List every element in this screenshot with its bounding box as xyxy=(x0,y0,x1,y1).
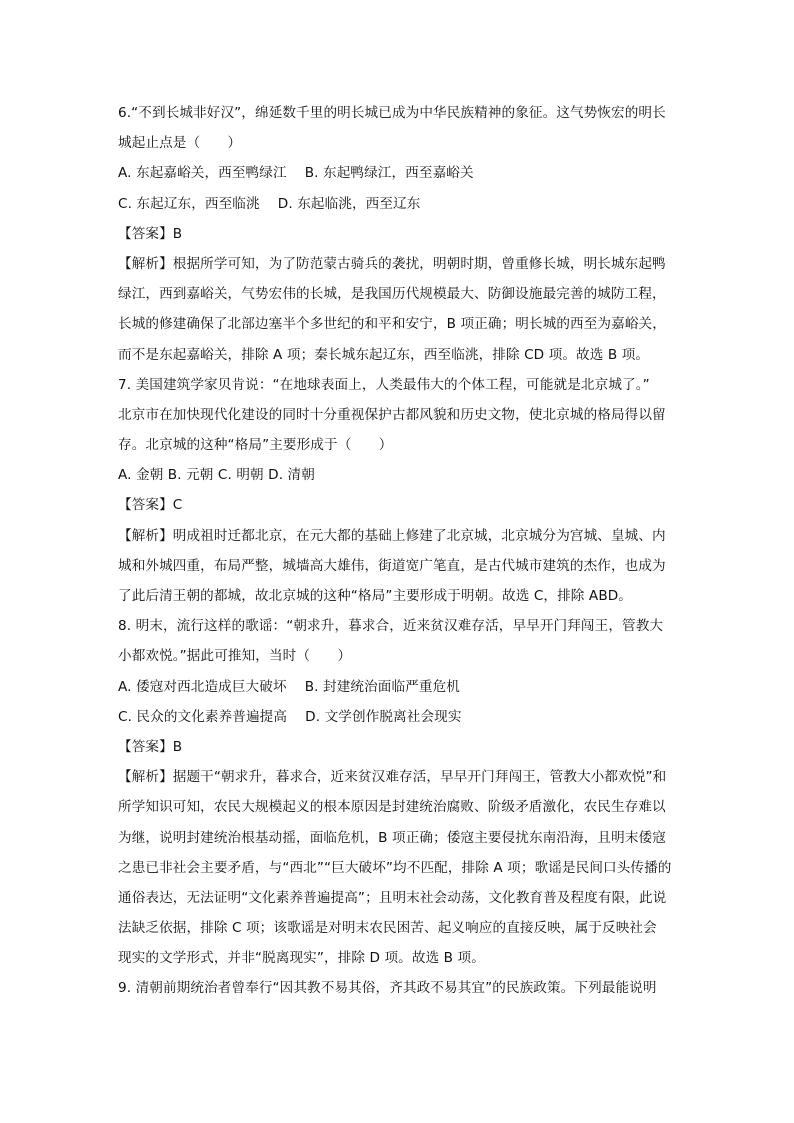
question-8-analysis-line-5: 通俗表达，无法证明“文化素养普遍提高”；且明末社会动荡，文化教育普及程度有限，此说 xyxy=(118,889,667,906)
question-8-stem-line-1: 8. 明末，流行这样的歌谣：“朝求升，暮求合，近来贫汉难存活，早早开门拜闯王，管教大 xyxy=(118,618,664,635)
question-8-answer: 【答案】B xyxy=(118,738,183,755)
document-body xyxy=(118,98,686,1004)
question-7-options: A. 金朝 B. 元朝 C. 明朝 D. 清朝 xyxy=(118,467,315,484)
question-6-analysis-line-1: 【解析】根据所学可知，为了防范蒙古骑兵的袭扰，明朝时期，曾重修长城，明长城东起鸭 xyxy=(118,255,666,272)
question-6-options-ab: A. 东起嘉峪关，西至鸭绿江 B. 东起鸭绿江，西至嘉峪关 xyxy=(118,165,474,182)
question-7-stem-line-3: 存。北京城的这种“格局”主要形成于（ ） xyxy=(118,437,393,454)
question-8-analysis-line-7: 现实的文学形式，并非“脱离现实”，排除 D 项。故选 B 项。 xyxy=(118,950,485,967)
question-7-analysis-line-3: 了此后清王朝的都城，故北京城的这种“格局”主要形成于明朝。故选 C，排除 ABD。 xyxy=(118,588,633,604)
question-9-stem-line-1: 9. 清朝前期统治者曾奉行“因其教不易其俗，齐其政不易其宜”的民族政策。下列最能说明 xyxy=(118,980,657,997)
question-6-analysis-line-4: 而不是东起嘉峪关，排除 A 项；秦长城东起辽东，西至临洮，排除 CD 项。故选 B 项。 xyxy=(118,346,650,363)
question-8-analysis-line-4: 之患已非社会主要矛盾，与“西北”“巨大破坏”均不匹配，排除 A 项；歌谣是民间口头传播的 xyxy=(118,859,672,876)
question-8-analysis-line-1: 【解析】据题干“朝求升，暮求合，近来贫汉难存活，早早开门拜闯王，管教大小都欢悦”和 xyxy=(118,769,667,786)
question-8-stem-line-2: 小都欢悦。”据此可推知，当时（ ） xyxy=(118,648,352,665)
question-8-options-cd: C. 民众的文化素养普遍提高 D. 文学创作脱离社会现实 xyxy=(118,708,462,725)
question-7-analysis-line-2: 城和外城四重，布局严整，城墙高大雄伟，街道宽广笔直，是古代城市建筑的杰作，也成为 xyxy=(118,557,666,574)
question-7-analysis-line-1: 【解析】明成祖时迁都北京，在元大都的基础上修建了北京城，北京城分为宫城、皇城、内 xyxy=(118,527,666,544)
question-6-analysis-line-3: 长城的修建确保了北部边塞半个多世纪的和平和安宁，B 项正确；明长城的西至为嘉峪关， xyxy=(118,316,666,333)
question-6-options-cd: C. 东起辽东，西至临洮 D. 东起临洮，西至辽东 xyxy=(118,195,421,212)
question-8-analysis-line-2: 所学知识可知，农民大规模起义的根本原因是封建统治腐败、阶级矛盾激化，农民生存难以 xyxy=(118,799,666,816)
question-7-stem-line-1: 7. 美国建筑学家贝肯说：“在地球表面上，人类最伟大的个体工程，可能就是北京城了。” xyxy=(118,376,650,393)
question-6-analysis-line-2: 绿江，西到嘉峪关，气势宏伟的长城，是我国历代规模最大、防御设施最完善的城防工程， xyxy=(118,286,666,303)
question-8-options-ab: A. 倭寇对西北造成巨大破坏 B. 封建统治面临严重危机 xyxy=(118,678,460,695)
question-7-answer: 【答案】C xyxy=(118,497,183,514)
question-7-stem-line-2: 北京市在加快现代化建设的同时十分重视保护古都风貌和历史文物，使北京城的格局得以留 xyxy=(118,406,666,423)
question-8-analysis-line-3: 为继，说明封建统治根基动摇，面临危机，B 项正确；倭寇主要侵扰东南沿海，且明末倭寇 xyxy=(118,829,666,846)
question-6-answer: 【答案】B xyxy=(118,225,183,242)
question-8-analysis-line-6: 法缺乏依据，排除 C 项；该歌谣是对明末农民困苦、起义响应的直接反映，属于反映社会 xyxy=(118,920,657,937)
question-6-stem-line-2: 城起止点是（ ） xyxy=(118,135,242,152)
question-6-stem-line-1: 6.“不到长城非好汉”，绵延数千里的明长城已成为中华民族精神的象征。这气势恢宏的明长 xyxy=(118,105,666,121)
